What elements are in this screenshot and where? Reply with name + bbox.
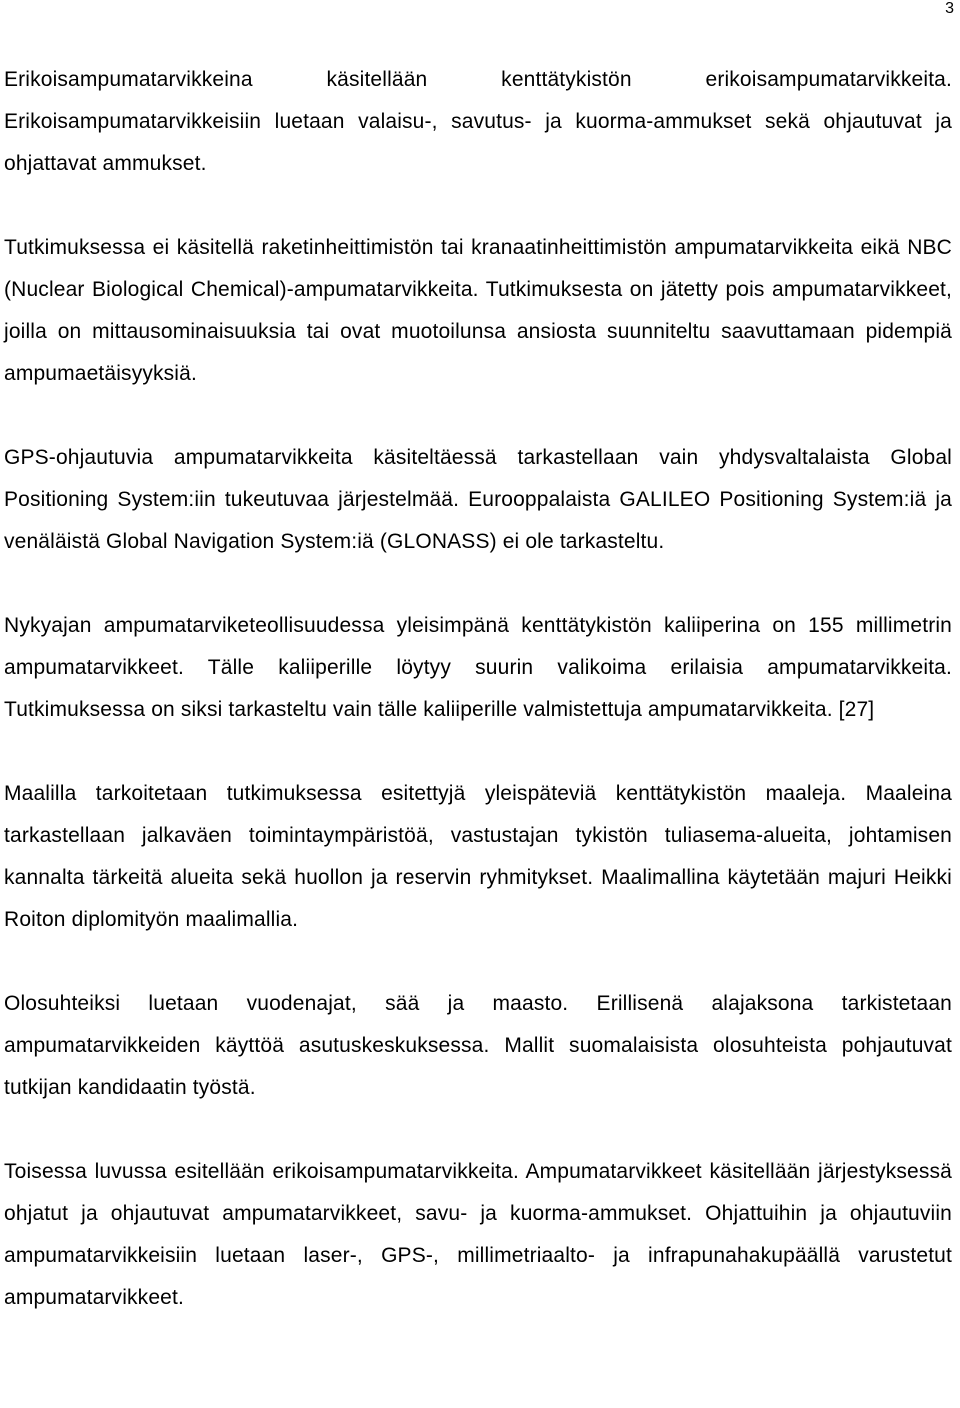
paragraph-chapter-two: Toisessa luvussa esitellään erikoisampumatarvikkeita. Ampumatarvikkeet käsitellään järjestyksessä ohjatut ja ohjautuvat ampumatarvikkeet, savu- ja kuorma-ammukset. Ohjattuihin ja ohjautuviin ampumatarvikkeisiin luetaan laser-, GPS-, millimetriaalto- ja infrapunahakupäällä varustetut ampumatarvikkeet. — [4, 1160, 952, 1309]
paragraph-targets: Maalilla tarkoitetaan tutkimuksessa esitettyjä yleispäteviä kenttätykistön maaleja. Maaleina tarkastellaan jalkaväen toimintaympäristöä, vastustajan tykistön tuliasema-alueita, johtamisen kannalta tärkeitä alueita sekä huollon ja reservin ryhmitykset. Maalimallina käytetään majuri Heikki Roiton diplomityön maalimallia. — [4, 782, 952, 931]
paragraph-caliber: Nykyajan ampumatarviketeollisuudessa yleisimpänä kenttätykistön kaliiperina on 155 millimetrin ampumatarvikkeet. Tälle kaliiperille löytyy suurin valikoima erilaisia ampumatarvikkeita. Tutkimuksessa on siksi tarkasteltu vain tälle kaliiperille valmistettuja ampumatarvikkeita. [27] — [4, 614, 952, 721]
body-text — [4, 59, 952, 1361]
paragraph-scope-exclusions: Tutkimuksessa ei käsitellä raketinheittimistön tai kranaatinheittimistön ampumatarvikkeita eikä NBC (Nuclear Biological Chemical)-ampumatarvikkeita. Tutkimuksesta on jätetty pois ampumatarvikkeet, joilla on mittausominaisuuksia tai ovat muotoilunsa ansiosta suunniteltu saavuttamaan pidempiä ampumaetäisyyksiä. — [4, 236, 952, 385]
page-number: 3 — [945, 0, 954, 17]
paragraph-special-ammunition: Erikoisampumatarvikkeina käsitellään kenttätykistön erikoisampumatarvikkeita. Erikoisampumatarvikkeisiin luetaan valaisu-, savutus- ja kuorma-ammukset sekä ohjautuvat ja ohjattavat ammukset. — [4, 68, 952, 175]
paragraph-conditions: Olosuhteiksi luetaan vuodenajat, sää ja maasto. Erillisenä alajaksona tarkistetaan ampumatarvikkeiden käyttöä asutuskeskuksessa. Mallit suomalaisista olosuhteista pohjautuvat tutkijan kandidaatin työstä. — [4, 992, 952, 1099]
paragraph-gps-guidance: GPS-ohjautuvia ampumatarvikkeita käsiteltäessä tarkastellaan vain yhdysvaltalaista Global Positioning System:iin tukeutuvaa järjestelmää. Eurooppalaista GALILEO Positioning System:iä ja venäläistä Global Navigation System:iä (GLONASS) ei ole tarkasteltu. — [4, 446, 952, 553]
